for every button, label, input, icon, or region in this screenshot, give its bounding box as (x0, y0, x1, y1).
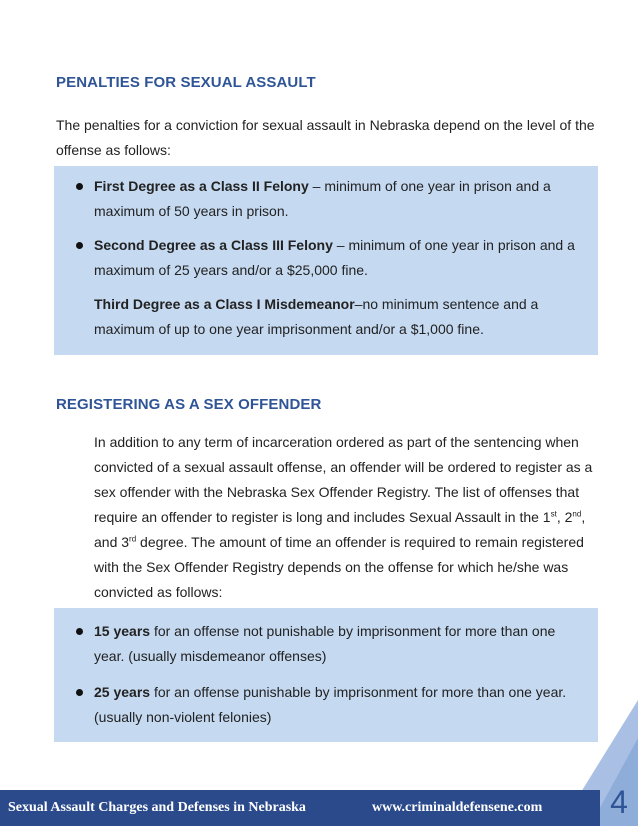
page-number: 4 (610, 784, 628, 820)
penalties-intro: The penalties for a conviction for sexual assault in Nebraska depend on the level of the offense as follows: (56, 117, 595, 158)
penalty-description: – minimum of one year in prison and a maximum of 25 years and/or a $25,000 fine. (94, 237, 575, 278)
registration-term: 15 years (94, 623, 151, 639)
penalty-description: – minimum of one year in prison and a maximum of 50 years in prison. (94, 178, 551, 219)
footer-url[interactable]: www.criminaldefensene.com (372, 800, 543, 815)
penalty-description: –no minimum sentence and a maximum of up to one year imprisonment and/or a $1,000 fine. (94, 296, 539, 337)
footer-title: Sexual Assault Charges and Defenses in Nebraska (8, 800, 306, 815)
registering-heading: REGISTERING AS A SEX OFFENDER (56, 396, 322, 413)
registering-paragraph: In addition to any term of incarceration ordered as part of the sentencing when convicted of a sexual assault offense, an offender will be ordered to register as a sex offender with the Nebraska Sex Offender Registry. The list of offenses that require an offender to register is long and includes Sexual Assault in the 1st, 2nd, and 3rd degree. The amount of time an offender is required to remain registered with the Sex Offender Registry depends on the offense for which he/she was convicted as follows: (94, 434, 593, 600)
penalty-degree: First Degree as a Class II Felony (94, 178, 309, 194)
penalty-degree: Second Degree as a Class III Felony (94, 237, 333, 253)
registration-term: 25 years (94, 684, 151, 700)
penalties-heading: PENALTIES FOR SEXUAL ASSAULT (56, 74, 316, 91)
penalty-degree: Third Degree as a Class I Misdemeanor (94, 296, 355, 312)
registration-description: for an offense punishable by imprisonment for more than one year. (usually non-violent felonies) (94, 684, 567, 725)
registration-description: for an offense not punishable by imprisonment for more than one year. (usually misdemeanor offenses) (94, 623, 556, 664)
footer-bar (0, 790, 600, 826)
